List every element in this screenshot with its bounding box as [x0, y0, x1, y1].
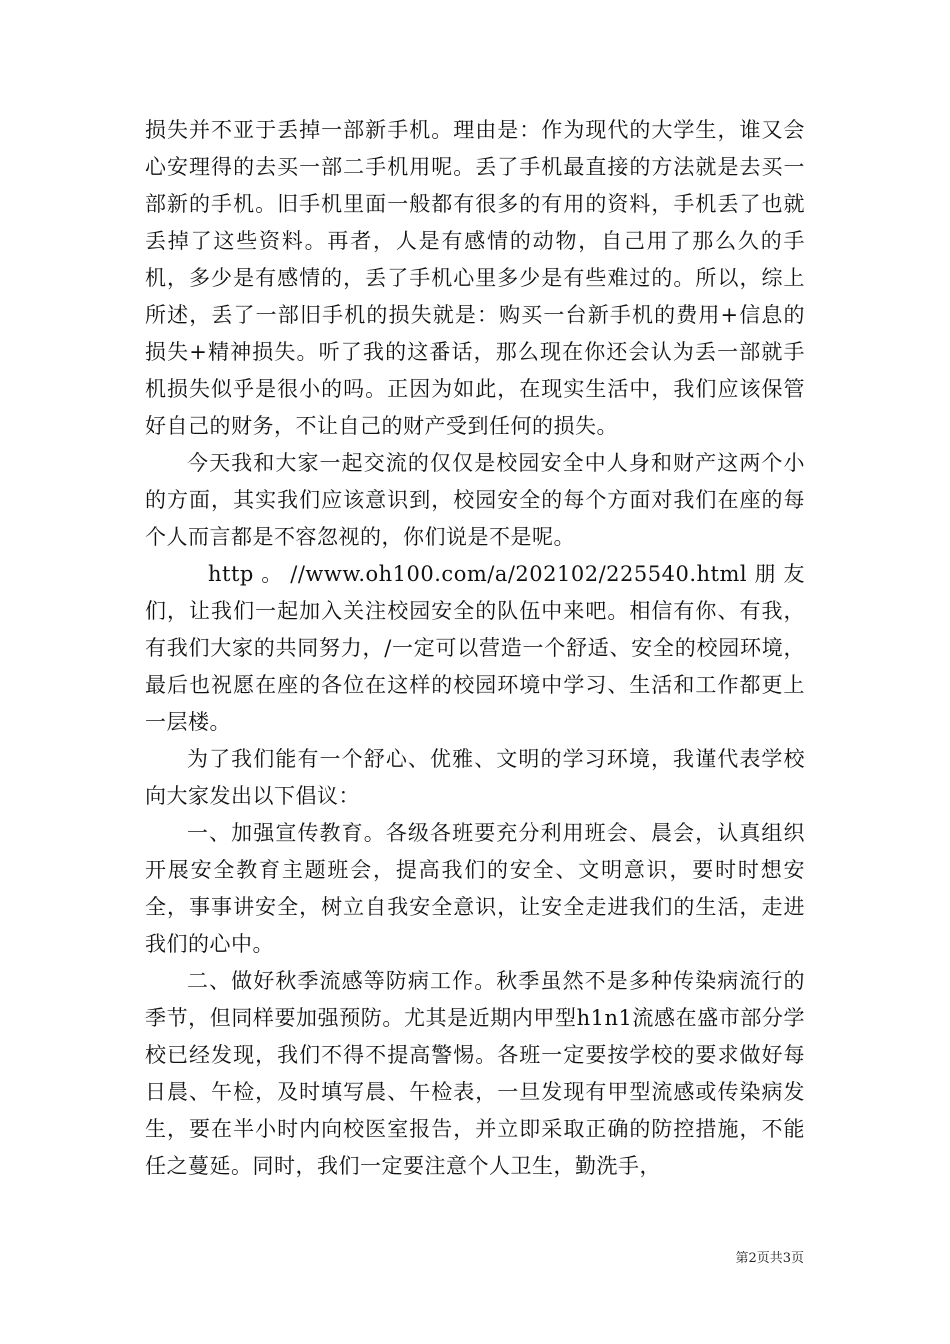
paragraph-join-us: http。//www.oh100.com/a/202102/225540.html朋友们，让我们一起加入关注校园安全的队伍中来吧。相信有你、有我，有我们大家的共同努力，/一定可以营造一个舒适、安全的校园环境，最后也祝愿在座的各位在这样的校园环境中学习、生活和工作都更上一层楼。 — [145, 562, 805, 734]
paragraph-initiative-one: 一、加强宣传教育。各级各班要充分利用班会、晨会，认真组织开展安全教育主题班会，提高我们的安全、文明意识，要时时想安全，事事讲安全，树立自我安全意识，让安全走进我们的生活，走进我们的心中。 — [145, 821, 805, 956]
document-body — [145, 112, 805, 1185]
paragraph-initiative-two: 二、做好秋季流感等防病工作。秋季虽然不是多种传染病流行的季节，但同样要加强预防。尤其是近期内甲型h1n1流感在盛市部分学校已经发现，我们不得不提高警惕。各班一定要按学校的要求做好每日晨、午检，及时填写晨、午检表，一旦发现有甲型流感或传染病发生，要在半小时内向校医室报告，并立即采取正确的防控措施，不能任之蔓延。同时，我们一定要注意个人卫生，勤洗手， — [145, 969, 805, 1178]
paragraph-campus-safety: 今天我和大家一起交流的仅仅是校园安全中人身和财产这两个小的方面，其实我们应该意识到，校园安全的每个方面对我们在座的每个人而言都是不容忽视的，你们说是不是呢。 — [145, 451, 805, 549]
paragraph-continuation: 损失并不亚于丢掉一部新手机。理由是：作为现代的大学生，谁又会心安理得的去买一部二手机用呢。丢了手机最直接的方法就是去买一部新的手机。旧手机里面一般都有很多的有用的资料，手机丢了也就丢掉了这些资料。再者，人是有感情的动物，自己用了那么久的手机，多少是有感情的，丢了手机心里多少是有些难过的。所以，综上所述，丢了一部旧手机的损失就是：购买一台新手机的费用+信息的损失+精神损失。听了我的这番话，那么现在你还会认为丢一部就手机损失似乎是很小的吗。正因为如此，在现实生活中，我们应该保管好自己的财务，不让自己的财产受到任何的损失。 — [145, 118, 805, 438]
paragraph-initiative-intro: 为了我们能有一个舒心、优雅、文明的学习环境，我谨代表学校向大家发出以下倡议： — [145, 747, 805, 808]
page-number-footer: 第2页共3页 — [735, 1251, 804, 1266]
